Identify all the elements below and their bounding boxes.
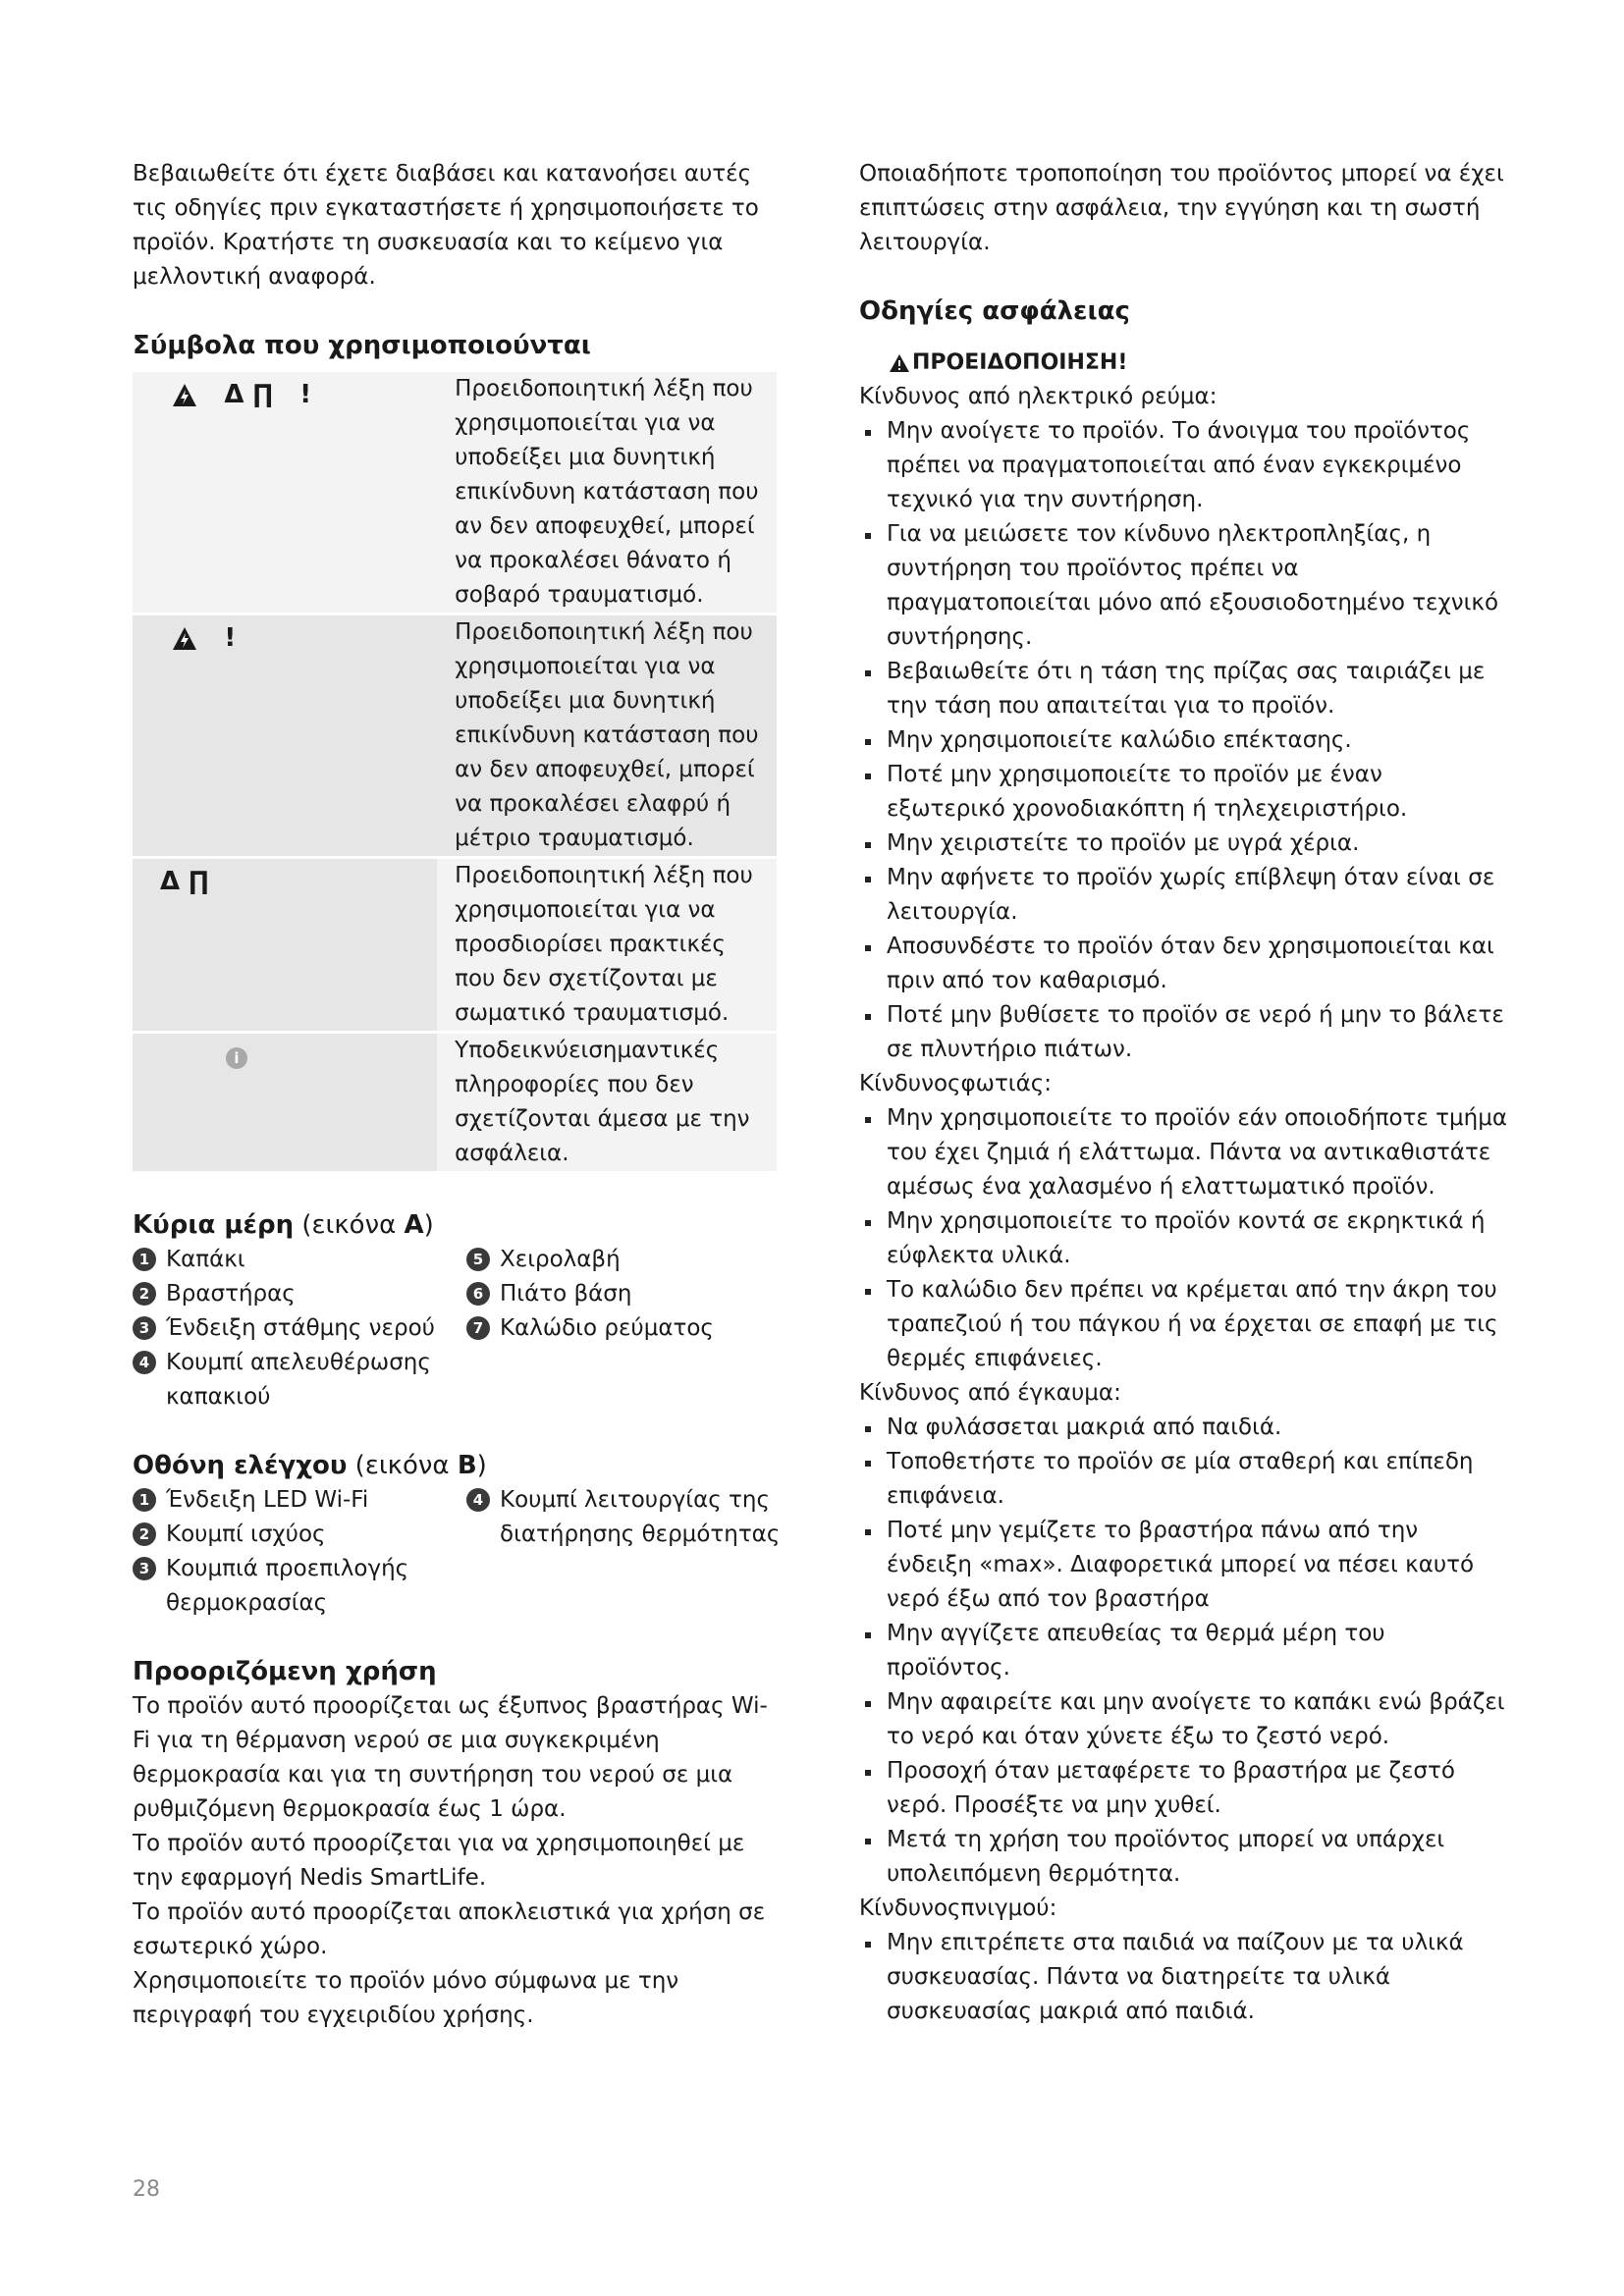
- symbols-row-notice-icons: [133, 859, 437, 1031]
- list-item: Να φυλάσσεται μακριά από παιδιά.: [859, 1411, 1507, 1445]
- exclamation-icon: !: [224, 623, 237, 653]
- symbols-row-danger-text: Προειδοποιητική λέξη που χρησιμοποιείται για να υποδείξει μια δυνητική επικίνδυνη κατάσταση που αν δεν αποφευχθεί, μπορεί να προκαλέσει θάνατο ή σοβαρό τραυματισμό.: [455, 376, 759, 608]
- main-parts-heading: Κύρια μέρη (εικόνα A): [133, 1210, 434, 1240]
- intended-use-para-1: Το προϊόν αυτό προορίζεται ως έξυπνος βραστήρας Wi-Fi για τη θέρμανση νερού σε μια συγκεκριμένη θερμοκρασία και για τη συντήρηση του νερού σε μια ρυθμιζόμενη θερμοκρασία έως 1 ώρα.: [133, 1693, 768, 1822]
- safety-heading: Οδηγίες ασφάλειας: [859, 296, 1130, 326]
- list-item: Μην επιτρέπετε στα παιδιά να παίζουν με τα υλικά συσκευασίας. Πάντα να διατηρείτε τα υλικά συσκευασίας μακριά από παιδιά.: [859, 1926, 1507, 2029]
- list-item: 3 Κουμπιά προεπιλογής θερμοκρασίας: [133, 1552, 466, 1621]
- list-item: Μην χειριστείτε το προϊόν με υγρά χέρια.: [859, 827, 1507, 861]
- symbols-row-warning: [133, 615, 777, 856]
- symbols-table: [133, 369, 777, 1174]
- list-item: 2 Κουμπί ισχύος: [133, 1518, 466, 1552]
- symbols-row-notice-text: Προειδοποιητική λέξη που χρησιμοποιείται για να προσδιορίσει πρακτικές που δεν σχετίζονται με σωματικό τραυματισμό.: [455, 863, 753, 1026]
- list-item: Αποσυνδέστε το προϊόν όταν δεν χρησιμοποιείται και πριν από τον καθαρισμό.: [859, 930, 1507, 998]
- fire-risk-list: [859, 1101, 1507, 1376]
- list-item: Μην χρησιμοποιείτε το προϊόν κοντά σε εκρηκτικά ή εύφλεκτα υλικά.: [859, 1204, 1507, 1273]
- list-item: 7 Καλώδιο ρεύματος: [466, 1311, 781, 1346]
- fire-risk-label: Κίνδυνοςφωτιάς:: [859, 1071, 1052, 1096]
- symbols-row-notice: [133, 859, 777, 1031]
- shock-warning-icon: [172, 383, 197, 408]
- list-item: 2 Βραστήρας: [133, 1277, 466, 1311]
- choke-risk-list: [859, 1926, 1507, 2029]
- warning-triangle-icon: [889, 353, 910, 373]
- list-item: Το καλώδιο δεν πρέπει να κρέμεται από την άκρη του τραπεζιού ή του πάγκου ή να έρχεται σε επαφή με τις θερμές επιφάνειες.: [859, 1273, 1507, 1376]
- list-item: Ποτέ μην βυθίσετε το προϊόν σε νερό ή μην το βάλετε σε πλυντήριο πιάτων.: [859, 998, 1507, 1067]
- list-item: Μετά τη χρήση του προϊόντος μπορεί να υπάρχει υπολειπόμενη θερμότητα.: [859, 1823, 1507, 1892]
- burn-risk-label: Κίνδυνος από έγκαυμα:: [859, 1380, 1121, 1406]
- warning-label: ΠΡΟΕΙΔΟΠΟΙΗΣΗ!: [889, 347, 1507, 380]
- intended-use-para-3: Το προϊόν αυτό προορίζεται αποκλειστικά για χρήση σε εσωτερικό χώρο.: [133, 1899, 766, 1959]
- list-item: 4 Κουμπί λειτουργίας της διατήρησης θερμότητας: [466, 1483, 781, 1552]
- list-item: Μην αφήνετε το προϊόν χωρίς επίβλεψη όταν είναι σε λειτουργία.: [859, 861, 1507, 930]
- list-item: 1 Ένδειξη LED Wi-Fi: [133, 1483, 466, 1518]
- list-item: Μην χρησιμοποιείτε το προϊόν εάν οποιοδήποτε τμήμα του έχει ζημιά ή ελάττωμα. Πάντα να αντικαθιστάτε αμέσως ένα χαλασμένο ή ελαττωματικό προϊόν.: [859, 1101, 1507, 1204]
- intended-use-heading: Προοριζόμενη χρήση: [133, 1657, 437, 1686]
- symbols-row-danger: [133, 372, 777, 613]
- symbols-row-warning-icons: [133, 615, 437, 856]
- symbols-row-info-icons: [133, 1034, 437, 1171]
- list-item: Μην αφαιρείτε και μην ανοίγετε το καπάκι ενώ βράζει το νερό και όταν χύνετε έξω το ζεστό νερό.: [859, 1685, 1507, 1754]
- info-icon: i: [226, 1047, 247, 1069]
- symbols-row-warning-text: Προειδοποιητική λέξη που χρησιμοποιείται για να υποδείξει μια δυνητική επικίνδυνη κατάσταση που αν δεν αποφευχθεί, μπορεί να προκαλέσει ελαφρύ ή μέτριο τραυματισμό.: [455, 619, 759, 851]
- control-screen-list: [133, 1483, 781, 1621]
- page-number: 28: [133, 2177, 160, 2202]
- right-column: [859, 157, 1507, 2029]
- shock-warning-icon: [172, 626, 197, 652]
- list-item: Βεβαιωθείτε ότι η τάση της πρίζας σας ταιριάζει με την τάση που απαιτείται για το προϊόν.: [859, 655, 1507, 723]
- intended-use-para-2: Το προϊόν αυτό προορίζεται για να χρησιμοποιηθεί με την εφαρμογή Nedis SmartLife.: [133, 1831, 745, 1891]
- modification-paragraph: Οποιαδήποτε τροποποίηση του προϊόντος μπορεί να έχει επιπτώσεις στην ασφάλεια, την εγγύηση και τη σωστή λειτουργία.: [859, 161, 1504, 255]
- symbols-row-danger-icons: [133, 372, 437, 613]
- electric-risk-list: [859, 414, 1507, 1067]
- burn-risk-list: [859, 1411, 1507, 1892]
- list-item: Ποτέ μην γεμίζετε το βραστήρα πάνω από την ένδειξη «max». Διαφορετικά μπορεί να πέσει καυτό νερό έξω από τον βραστήρα: [859, 1514, 1507, 1617]
- electric-risk-label: Κίνδυνος από ηλεκτρικό ρεύμα:: [859, 384, 1218, 409]
- intro-paragraph: Βεβαιωθείτε ότι έχετε διαβάσει και κατανοήσει αυτές τις οδηγίες πριν εγκαταστήσετε ή χρησιμοποιήσετε το προϊόν. Κρατήστε τη συσκευασία και το κείμενο για μελλοντική αναφορά.: [133, 161, 759, 290]
- list-item: Μην αγγίζετε απευθείας τα θερμά μέρη του προϊόντος.: [859, 1617, 1507, 1685]
- symbols-row-info: [133, 1034, 777, 1171]
- choke-risk-label: Κίνδυνοςπνιγμού:: [859, 1896, 1057, 1921]
- symbols-row-info-text: Υποδεικνύεισημαντικές πληροφορίες που δεν σχετίζονται άμεσα με την ασφάλεια.: [455, 1038, 750, 1166]
- notice-text-icon: Δ ∏: [160, 867, 209, 896]
- list-item: 4 Κουμπί απελευθέρωσης καπακιού: [133, 1346, 466, 1415]
- main-parts-list: [133, 1243, 781, 1415]
- intended-use-para-4: Χρησιμοποιείτε το προϊόν μόνο σύμφωνα με την περιγραφή του εγχειριδίου χρήσης.: [133, 1968, 679, 2028]
- symbols-heading: Σύμβολα που χρησιμοποιούνται: [133, 331, 591, 360]
- list-item: Προσοχή όταν μεταφέρετε το βραστήρα με ζεστό νερό. Προσέξτε να μην χυθεί.: [859, 1754, 1507, 1823]
- list-item: 6 Πιάτο βάση: [466, 1277, 781, 1311]
- exclamation-icon: !: [299, 380, 312, 409]
- list-item: 1 Καπάκι: [133, 1243, 466, 1277]
- control-screen-heading: Οθόνη ελέγχου (εικόνα B): [133, 1451, 487, 1480]
- list-item: Για να μειώσετε τον κίνδυνο ηλεκτροπληξίας, η συντήρηση του προϊόντος πρέπει να πραγματοποιείται μόνο από εξουσιοδοτημένο τεχνικό συντήρησης.: [859, 517, 1507, 655]
- danger-text-icon: Δ ∏: [224, 380, 273, 409]
- list-item: Μην χρησιμοποιείτε καλώδιο επέκτασης.: [859, 723, 1507, 758]
- list-item: 3 Ένδειξη στάθμης νερού: [133, 1311, 466, 1346]
- list-item: 5 Χειρολαβή: [466, 1243, 781, 1277]
- list-item: Τοποθετήστε το προϊόν σε μία σταθερή και επίπεδη επιφάνεια.: [859, 1445, 1507, 1514]
- list-item: Ποτέ μην χρησιμοποιείτε το προϊόν με έναν εξωτερικό χρονοδιακόπτη ή τηλεχειριστήριο.: [859, 758, 1507, 827]
- list-item: Μην ανοίγετε το προϊόν. Το άνοιγμα του προϊόντος πρέπει να πραγματοποιείται από έναν εγκεκριμένο τεχνικό για την συντήρηση.: [859, 414, 1507, 517]
- left-column: [133, 157, 781, 2033]
